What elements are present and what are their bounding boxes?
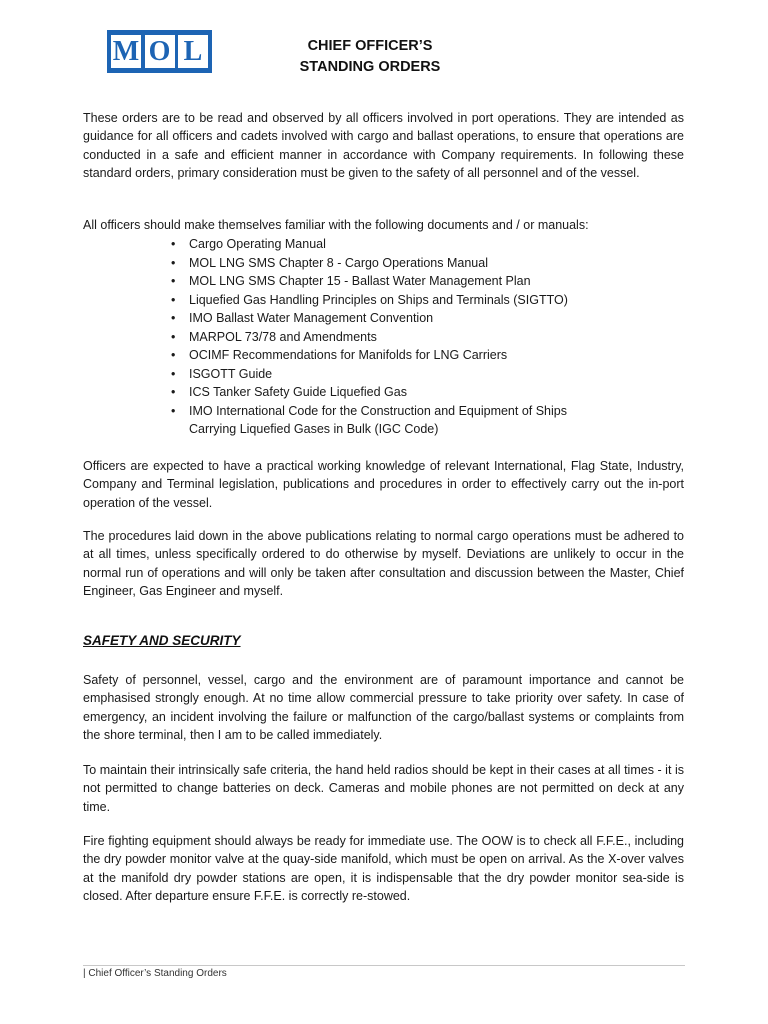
list-item <box>171 272 569 291</box>
document-name: ICS Tanker Safety Guide Liquefied Gas <box>189 385 407 399</box>
documents-list <box>171 235 569 439</box>
footer-divider <box>83 965 685 966</box>
list-item <box>171 254 569 273</box>
bullet-icon: • <box>171 292 176 307</box>
bullet-icon: • <box>171 348 176 362</box>
list-item <box>171 365 569 384</box>
document-name: Liquefied Gas Handling Principles on Ships and Terminals (SIGTTO) <box>189 292 568 307</box>
title-line-1: CHIEF OFFICER’S <box>307 38 433 54</box>
list-item <box>171 291 569 310</box>
page-footer: | Chief Officer’s Standing Orders <box>83 968 227 979</box>
list-item <box>171 383 569 402</box>
bullet-icon: • <box>171 311 176 325</box>
document-name: OCIMF Recommendations for Manifolds for LNG Carriers <box>189 348 508 362</box>
list-item <box>171 235 569 254</box>
title-line-2: STANDING ORDERS <box>299 59 441 75</box>
list-item <box>171 346 569 365</box>
safety-paragraph-3: Fire fighting equipment should always be ready for immediate use. The OOW is to check all F.F.E., including the dry powder monitor valve at the quay-side manifold, which must be open on arrival. As the X-over valves at the manifold dry powder stations are open, it is indispensable that the dry powder monitor sea-side is closed. After departure ensure F.F.E. is correctly re-stowed. <box>83 834 684 903</box>
document-name: MOL LNG SMS Chapter 8 - Cargo Operations Manual <box>189 255 488 270</box>
logo-letter-m: M <box>112 35 140 67</box>
bullet-icon: • <box>171 274 176 288</box>
section-heading-safety: SAFETY AND SECURITY <box>83 633 241 648</box>
document-name: IMO Ballast Water Management Convention <box>189 311 434 325</box>
mol-logo <box>107 30 212 73</box>
bullet-icon: • <box>171 329 176 344</box>
procedures-paragraph: The procedures laid down in the above publications relating to normal cargo operations must be adhered to at all times, unless specifically ordered to do otherwise by myself. Deviations are unlikely to occur in the normal run of operations and will only be taken after consultation and discussion between the Master, Chief Engineer, Gas Engineer and myself. <box>83 529 684 598</box>
intro-paragraph: These orders are to be read and observed by all officers involved in port operations. They are intended as guidance for all officers and cadets involved with cargo and ballast operations, to ensure that operations are conducted in a safe and efficient manner in accordance with Company requirements. In following these standard orders, primary consideration must be given to the safety of all personnel and of the vessel. <box>83 111 684 180</box>
bullet-icon: • <box>171 385 176 399</box>
list-item <box>171 309 569 328</box>
safety-paragraph-1: Safety of personnel, vessel, cargo and the environment are of paramount importance and cannot be emphasised strongly enough. At no time allow commercial pressure to take priority over safety. In case of emergency, an incident involving the failure or malfunction of the cargo/ballast systems or complaints from the shore terminal, then I am to be called immediately. <box>83 673 684 742</box>
bullet-icon: • <box>171 403 176 418</box>
documents-intro: All officers should make themselves familiar with the following documents and / or manuals: <box>83 218 589 232</box>
bullet-icon: • <box>171 237 176 251</box>
list-item <box>171 328 569 347</box>
knowledge-paragraph: Officers are expected to have a practical working knowledge of relevant International, Flag State, Industry, Company and Terminal legislation, publications and procedures in order to effectively carry out the in-port operation of the vessel. <box>83 459 684 510</box>
document-name: IMO International Code for the Construction and Equipment of Ships Carrying Liquefied Gases in Bulk (IGC Code) <box>189 403 567 436</box>
logo-letter-l: L <box>178 35 208 68</box>
document-name: MARPOL 73/78 and Amendments <box>189 329 377 344</box>
document-name: ISGOTT Guide <box>189 366 273 381</box>
safety-paragraph-2: To maintain their intrinsically safe criteria, the hand held radios should be kept in their cases at all times - it is not permitted to change batteries on deck. Cameras and mobile phones are not permitted on deck at any time. <box>83 763 684 814</box>
bullet-icon: • <box>171 255 176 270</box>
document-title <box>230 36 510 78</box>
document-name: Cargo Operating Manual <box>189 237 326 251</box>
bullet-icon: • <box>171 366 176 381</box>
logo-letter-o: O <box>145 35 175 68</box>
document-name: MOL LNG SMS Chapter 15 - Ballast Water Management Plan <box>189 274 531 288</box>
list-item <box>171 402 569 439</box>
